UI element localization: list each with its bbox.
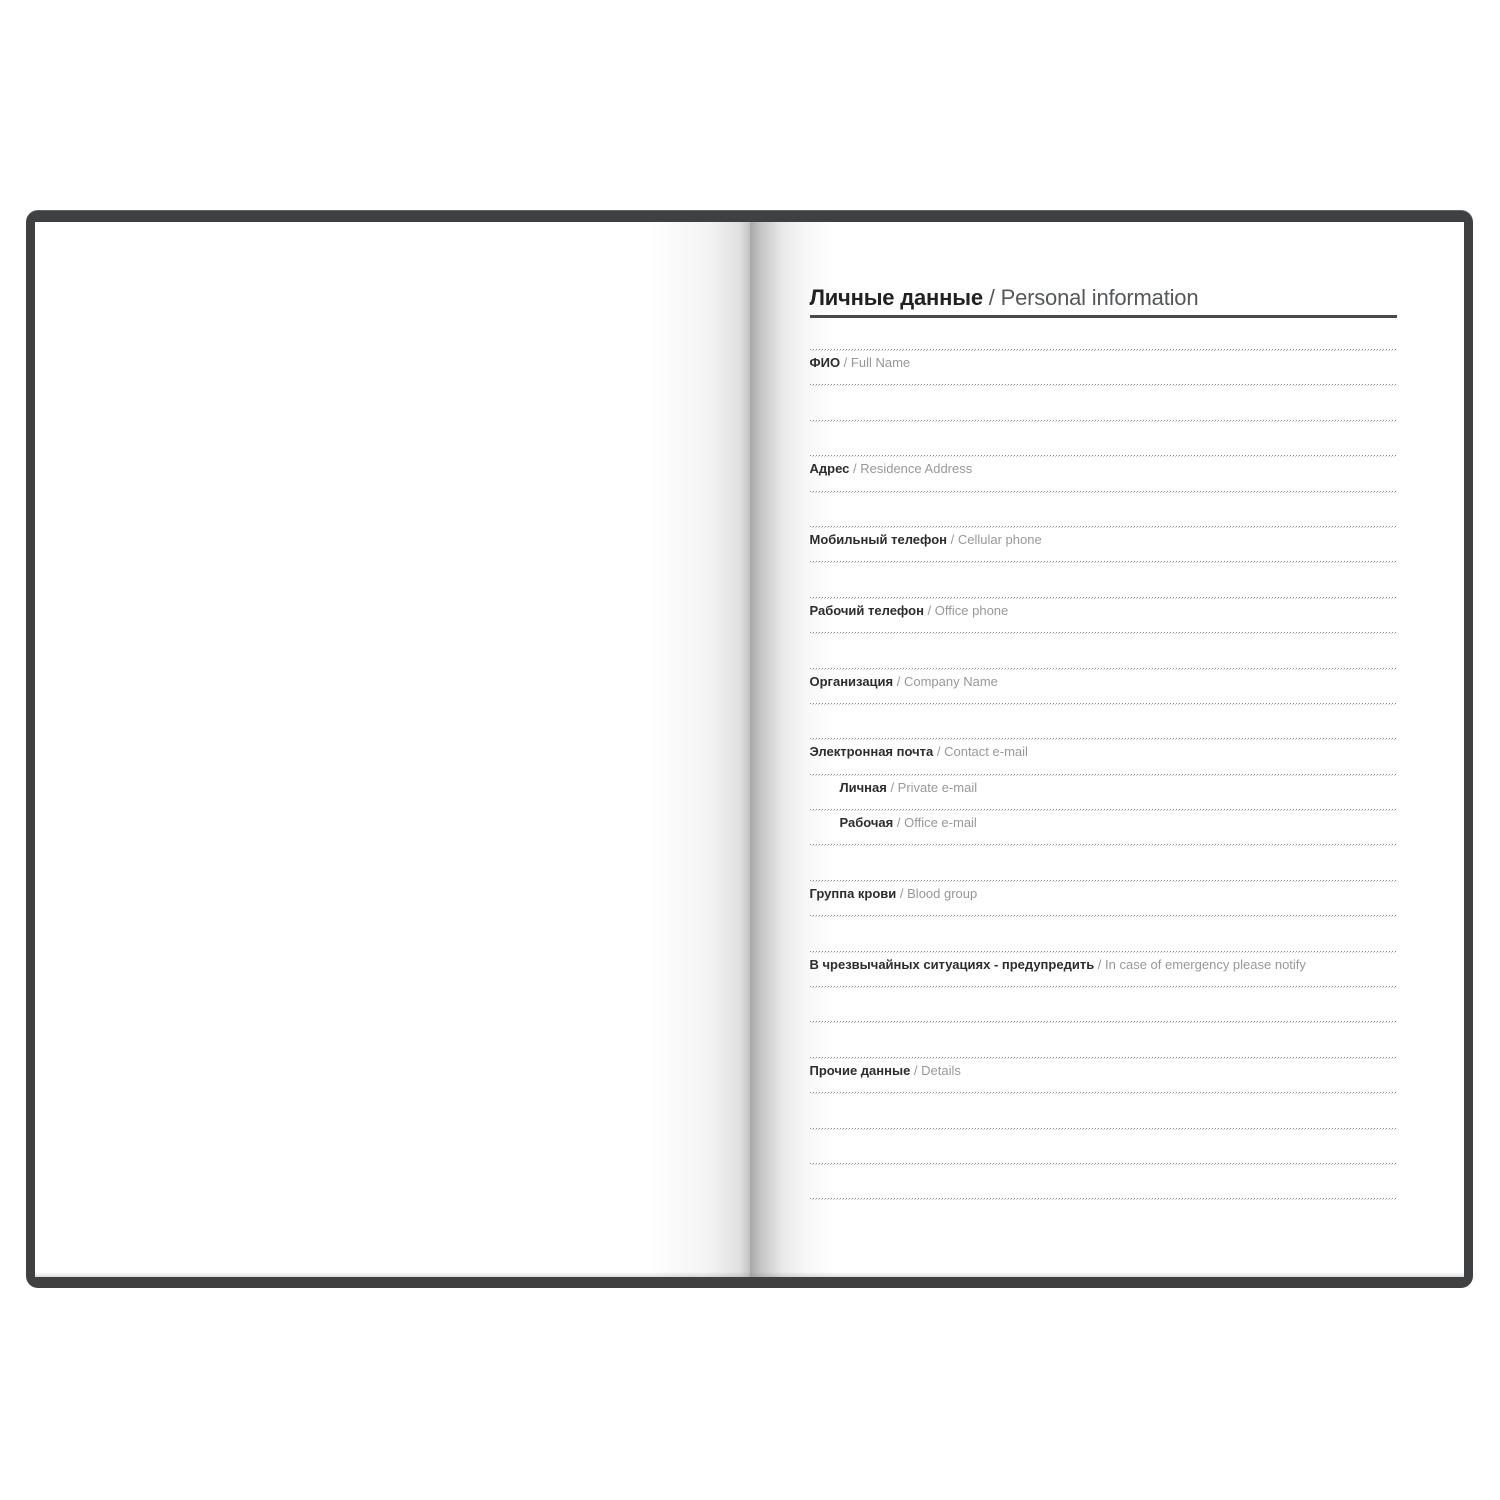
field-label [810,355,1398,371]
form-row-blank [810,844,1398,879]
form-row-blank [810,1198,1398,1233]
dotted-writing-line [810,597,1398,599]
dotted-writing-line [810,561,1398,563]
form-row-blood-group [810,880,1398,915]
form-row-private-email [810,774,1398,809]
dotted-writing-line [810,1163,1398,1165]
page-title-separator: / [982,285,1001,310]
dotted-writing-line [810,632,1398,634]
page-header [810,286,1398,318]
field-label-en: Office phone [934,602,1009,618]
field-label-ru: ФИО [809,355,841,370]
field-label-en: Residence Address [860,461,973,477]
field-label [840,815,1398,831]
dotted-writing-line [810,420,1398,422]
dotted-writing-line [810,384,1398,386]
field-label-ru: Личная [839,779,887,795]
field-label-en: Full Name [850,355,911,370]
right-page-personal-info [750,222,1465,1277]
form-row-blank [810,632,1398,667]
left-page-blank [35,222,750,1277]
form-row-blank [810,703,1398,738]
field-label-en: Cellular phone [957,531,1042,547]
field-label-separator: / [933,744,945,760]
form-row-email [810,738,1398,773]
form-row-organization [810,668,1398,703]
dotted-writing-line [810,703,1398,705]
field-label-separator: / [910,1062,922,1078]
form-row-blank [810,915,1398,950]
dotted-writing-line [810,915,1398,917]
dotted-writing-line [810,774,1398,776]
form-row-emergency [810,951,1398,986]
field-label [810,603,1398,619]
dotted-writing-line [810,986,1398,988]
form-row-blank [810,420,1398,455]
form-row-blank [810,1092,1398,1127]
field-label [810,744,1398,760]
field-label-separator: / [849,461,861,477]
dotted-writing-line [810,1021,1398,1023]
form-row-blank [810,1163,1398,1198]
field-label-separator: / [1094,956,1106,972]
field-label-en: Company Name [903,673,998,689]
dotted-writing-line [810,491,1398,493]
page-title-ru: Личные данные [809,285,983,310]
field-label [810,532,1398,548]
field-label-ru: Рабочая [839,815,894,831]
notebook-open-pages [35,222,1464,1277]
field-label [810,957,1398,973]
field-label-en: Office e-mail [904,815,977,831]
field-label [810,674,1398,690]
field-label-en: Contact e-mail [944,744,1028,760]
field-label-separator: / [893,673,904,689]
dotted-writing-line [810,738,1398,740]
page-content [810,286,1398,1234]
dotted-writing-line [810,844,1398,846]
field-label-en: Private e-mail [897,779,978,795]
field-label-en: Blood group [907,885,978,901]
field-label-ru: Адрес [809,461,850,477]
form-row-blank [810,1128,1398,1163]
field-label-ru: Прочие данные [809,1062,911,1078]
personal-info-form [810,349,1398,1234]
field-label-separator: / [947,531,958,547]
field-label-en: Details [921,1062,961,1078]
field-label-separator: / [896,885,908,901]
field-label [810,886,1398,902]
dotted-writing-line [810,455,1398,457]
notebook-cover [26,210,1473,1288]
page-title-en: Personal information [1000,285,1199,310]
field-label-ru: Электронная почта [809,744,934,760]
page-title [810,286,1398,310]
form-row-mobile-phone [810,526,1398,561]
dotted-writing-line [810,349,1398,351]
field-label [840,780,1398,796]
field-label-ru: В чрезвычайных ситуациях - предупредить [809,956,1095,972]
dotted-writing-line [810,1057,1398,1059]
field-label-separator: / [840,355,851,370]
dotted-writing-line [810,809,1398,811]
field-label-ru: Организация [809,673,894,689]
header-underline [810,315,1398,318]
dotted-writing-line [810,526,1398,528]
form-row-details [810,1057,1398,1092]
field-label-separator: / [893,815,905,831]
dotted-writing-line [810,1198,1398,1200]
dotted-writing-line [810,1128,1398,1130]
field-label-ru: Рабочий телефон [809,602,924,618]
form-row-office-email [810,809,1398,844]
form-row-fio [810,349,1398,384]
field-label-ru: Мобильный телефон [809,531,948,547]
field-label [810,461,1398,477]
form-row-blank [810,986,1398,1021]
form-row-blank [810,1021,1398,1056]
field-label-separator: / [923,602,935,618]
dotted-writing-line [810,951,1398,953]
form-row-address [810,455,1398,490]
field-label-ru: Группа крови [809,885,897,901]
form-row-blank [810,491,1398,526]
form-row-blank [810,384,1398,419]
field-label [810,1063,1398,1079]
form-row-office-phone [810,597,1398,632]
dotted-writing-line [810,880,1398,882]
page-stack-edge [35,1272,1464,1277]
field-label-separator: / [886,779,898,795]
form-row-blank [810,561,1398,596]
dotted-writing-line [810,668,1398,670]
dotted-writing-line [810,1092,1398,1094]
field-label-en: In case of emergency please notify [1105,956,1306,972]
